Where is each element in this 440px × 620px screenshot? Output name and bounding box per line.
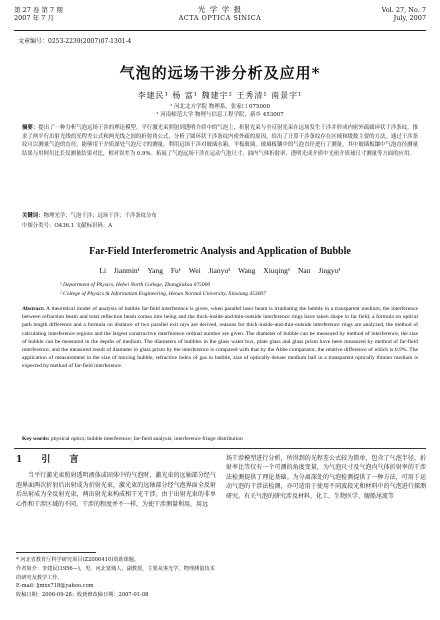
footnote-received-date: 收稿日期：2006-09-28；收到修改稿日期：2007-01-08 [16, 592, 149, 599]
body-paragraph-left: 当平行激光束照射透明液体或固体中的气泡时，激光束的远轴部分经气泡界面两次折射后出射成为折射光束，激光束的远轴部分经气泡界面全反射后出射成为全反射光束，两出射光束构成相干光干涉。由于出射光束的非单心性和干涉区域的不同，干涉的程度并不一样，为使干涉测量利用，用远 [16, 472, 216, 508]
section-heading-introduction: 1 引 言 [16, 455, 87, 465]
affiliations-cn [0, 104, 440, 119]
header-volume-en: Vol. 27, No. 7 [381, 6, 426, 14]
abstract-cn-text: 提出了一种分析气泡远场干涉的理论模型。平行激光束照射到透明介质中的气泡上，折射光束与全反射光束在远场发生干涉并形成内密外疏圆环状干涉条纹，推求了两平行出射光线的光程差公式和两光线之间的折射角公式，分析了圆环状干涉条纹内密外疏的原因，给出了计算干涉条纹存在区域和级数主要的方法。通过干涉条纹可以测量气泡的直径，能够用于介质深处气泡尺寸的测量。利用远场干涉对玻璃水箱，平板玻璃，玻璃板镶中的气泡直径进行了测量，其中玻璃板镶中气泡直径测量结果与用阿贝比长仪测量结果对比，相对误差为 0.9%。拓展了气泡远场干涉在运动气泡尺寸、油内气体折射率、透明光成介质中光密介质球尺寸测量等方面的应用。 [22, 125, 418, 157]
body-column-left [16, 454, 216, 509]
authors-cn: 李建民¹ 杨 富¹ 魏建宇² 王秀清¹ 南景宇¹ [137, 91, 303, 100]
body-paragraph-right: 场干涉模型进行分析，所得到的光程差公式较为简单，包含了气泡半径、折射率比等仅有一个可测的角度变量，为气泡尺寸及气泡内气体折射率的干涉法检测提供了理论基础。为分离深处的气泡检测提供了一种方法，可用于运动气泡的干涉法检测，亦可适用于使用不同波段光和材料中的气泡进行探测研究。有关气泡的研究涉及材料、化工、生物医学、舰船尾流等 [226, 455, 426, 500]
keywords-en [22, 436, 418, 442]
journal-name-cn: 光 学 学 报 [197, 5, 243, 14]
journal-header [14, 6, 426, 30]
keywords-en-text: physical optics; bubble interference; far-field analysis; interference fringe distribution [50, 436, 243, 442]
footnote-funding: * 河北省教育厅科学研究项目(Z2006410)资助课题。 [16, 557, 140, 563]
footnote-author-bio: 作者简介：李建民(1956—)，男，河北宽城人，副教授，主要从事光学，物理测量技术的研究及教学工作。 [16, 565, 215, 581]
footnote-divider [16, 552, 96, 553]
header-volume: 第 27 卷 第 7 期 [14, 6, 63, 14]
article-id: 文章编号：0253-2239(2007)07-1301-4 [18, 38, 132, 45]
body-column-right [226, 454, 426, 501]
header-divider [14, 30, 426, 31]
affiliation-en-2: ² College of Physics & Information Engineering, Henan Normal University, Xinxiang 453007 [60, 291, 266, 297]
header-journal-name [14, 6, 426, 22]
header-volume-info-en [382, 6, 426, 22]
classification-cn: 中图分类号：O436.1 文献标识码：A [22, 223, 113, 229]
footnotes [16, 556, 216, 600]
header-date-en: July, 2007 [393, 14, 426, 22]
abstract-cn-label: 摘要： [22, 125, 39, 131]
abstract-en-text: A theoretical model of analysis of bubble far-field interference is given, when parallel laser beam is irradiating the bubble in a transparent medium, the interference between refraction beam and total reflection beam comes into being and the thick-inside-and-thin-outside interference rings have taken shape in far field, a formula on optical path length difference and a formula on distance of two parallel exit rays are derived, reasons for thick-inside-and-thin-outside interference rings are analyzed, the method of calculating interference regions and the largest constructive interference ordinal number are given. The diameter of bubble can be measured by method of interference, the size of bubble can be measured in the depths of medium. The diameters of bubbles in the glass water box, plate glass and glass prism have been measured by method of far-field interference, and the measured result of diameter in glass prism by the interference is compared with that by the Abbe comparator, the relative difference of which is 0.9%. The application of measurement in the size of moving bubble, refractive index of gas in bubble, size of optically denser medium ball in a transparent optically thinner medium is expected by method of far-field interference. [22, 306, 418, 370]
affiliation-cn-2: ² 河南师范大学 物理与信息工程学院，新乡 453007 [156, 111, 284, 118]
abstract-en [22, 305, 418, 371]
affiliation-en-1: ¹ Department of Physics, Hebei North College, Zhangjiakou 075000 [60, 282, 211, 288]
title-cn: 气泡的远场干涉分析及应用* [119, 64, 321, 82]
title-en: Far-Field Interferometric Analysis and Application of Bubble [89, 246, 351, 257]
body-divider [14, 448, 426, 449]
journal-name-en: ACTA OPTICA SINICA [178, 14, 262, 22]
keywords-en-label: Key words: [22, 436, 50, 442]
abstract-cn [22, 124, 418, 158]
keywords-cn [22, 211, 418, 219]
keywords-cn-text: 物理光学；气泡干涉；远场干涉；干涉条纹分布 [43, 213, 157, 219]
keywords-cn-label: 关键词： [22, 213, 44, 219]
footnote-email: E-mail: ljmxx718@yahoo.com [16, 583, 94, 590]
authors-en: Li Jianmin¹ Yang Fu¹ Wei Jianyu² Wang Xiuqing¹ Nan Jingyu¹ [99, 266, 341, 275]
header-date-cn: 2007 年 7 月 [14, 14, 54, 22]
affiliation-cn-1: ¹ 河北北方学院 物理系，张家口 075000 [170, 104, 270, 110]
abstract-en-label: Abstract: [22, 306, 45, 312]
affiliations-en [60, 281, 420, 299]
